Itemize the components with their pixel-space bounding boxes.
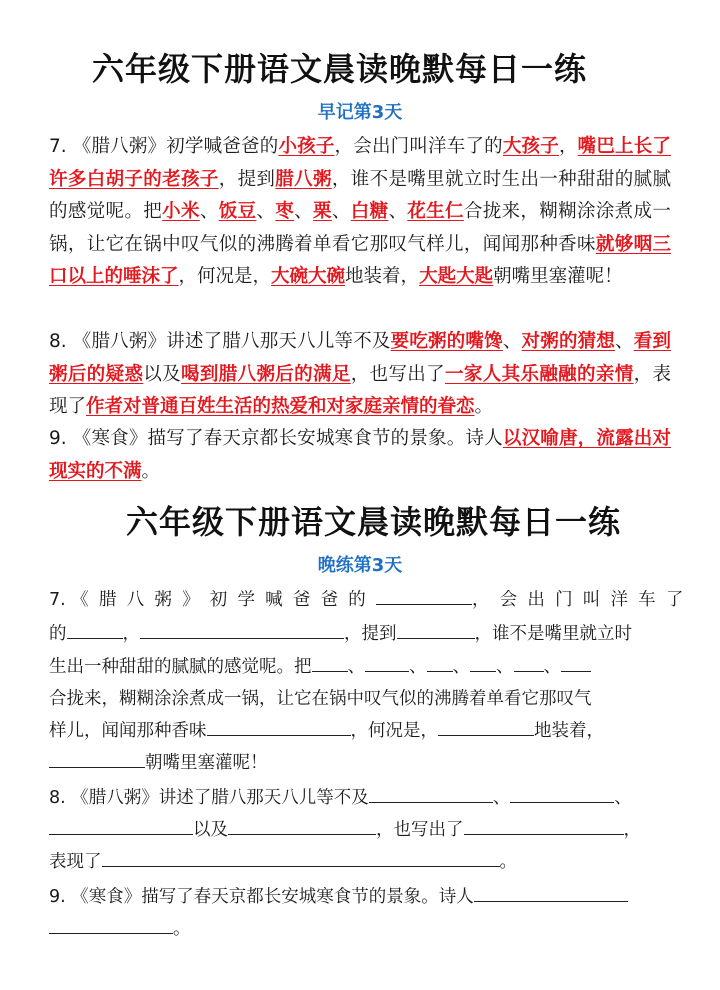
question-text: ，会出门叫洋车了: [471, 590, 694, 610]
evening-line-9: [49, 847, 517, 877]
separator: 、: [388, 201, 408, 222]
morning-subtitle: 早记第3天: [317, 102, 403, 123]
evening-line-11: [49, 914, 191, 944]
blank-field[interactable]: [67, 619, 123, 639]
evening-line-8: [49, 815, 641, 845]
answer-text: 大匙大匙: [419, 266, 494, 287]
question-text: 地装着，: [534, 721, 604, 741]
answer-text: 花生仁: [407, 201, 464, 222]
blank-field[interactable]: [510, 783, 614, 803]
blank-field[interactable]: [474, 882, 628, 902]
question-text: 以及: [193, 820, 228, 840]
blank-field[interactable]: [102, 847, 500, 867]
question-text: 。: [474, 396, 494, 417]
separator: 、: [331, 201, 351, 222]
question-text: ，何况是，: [178, 266, 272, 287]
question-text: ，会出门叫洋车了的: [334, 136, 503, 157]
answer-text: 小孩子: [278, 136, 335, 157]
evening-line-5: [49, 716, 604, 746]
answer-text: 以汉喻唐，流露出对现实的不满: [49, 428, 671, 482]
question-text: ，: [558, 136, 578, 157]
answer-text: 小米: [162, 201, 200, 222]
question-text: 《寒食》描写了春天京都长安城寒食节的景象。诗人: [71, 887, 474, 907]
answer-text: 大碗大碗: [271, 266, 346, 287]
question-text: 生出一种甜甜的腻腻的感觉呢。把: [49, 657, 312, 677]
blank-field[interactable]: [561, 652, 591, 672]
answer-text: 饭豆: [218, 201, 257, 222]
question-text: ，也写出了: [376, 820, 464, 840]
answer-text: 要吃粥的嘴馋: [390, 331, 503, 352]
evening-line-6: [49, 748, 268, 778]
separator: 、: [615, 331, 634, 352]
question-text: 合拢来，糊糊涂涂煮成一锅，让它在锅中叹气似的沸腾着单看它那叹气: [49, 689, 592, 709]
question-number: 9.: [49, 428, 67, 449]
blank-field[interactable]: [438, 716, 534, 736]
answer-text: 作者对普通百姓生活的热爱和对家庭亲情的眷恋: [86, 396, 475, 417]
answer-text: 腊八粥: [275, 168, 332, 190]
answer-text: 看到粥后的疑惑: [49, 331, 671, 385]
evening-line-4: [49, 684, 592, 714]
question-text: ，表现了: [49, 363, 671, 417]
question-text: ，谁不是嘴里就立时生出一种甜甜的腻腻的感觉呢。把: [49, 168, 671, 222]
separator: 、: [614, 788, 632, 808]
separator: 、: [502, 331, 522, 352]
separator: 、: [492, 788, 511, 808]
blank-field[interactable]: [427, 652, 453, 672]
separator: 、: [496, 657, 514, 677]
question-number: 7.: [49, 136, 67, 157]
question-text: 。: [173, 919, 191, 939]
answer-text: 栗: [313, 201, 332, 222]
answer-text: 对粥的猜想: [521, 331, 616, 352]
question-text: 《寒食》描写了春天京都长安城寒食节的景象。诗人: [72, 428, 503, 449]
blank-field[interactable]: [397, 619, 475, 639]
blank-field[interactable]: [49, 815, 193, 835]
question-text: 《腊八粥》初学喊爸爸的: [72, 136, 279, 157]
question-text: ，谁不是嘴里就立时: [474, 624, 632, 644]
blank-field[interactable]: [228, 815, 376, 835]
question-text: ，提到: [218, 168, 276, 190]
blank-field[interactable]: [312, 652, 348, 672]
evening-line-10: [49, 882, 628, 912]
separator: 、: [256, 201, 276, 222]
question-text: 《腊八粥》讲述了腊八那天八儿等不及: [72, 331, 391, 352]
blank-field[interactable]: [514, 652, 544, 672]
evening-line-7: [49, 783, 632, 813]
question-number: 8.: [49, 331, 67, 352]
blank-field[interactable]: [464, 815, 624, 835]
blank-field[interactable]: [369, 783, 493, 803]
evening-line-1: [49, 585, 694, 615]
evening-subtitle: 晚练第3天: [317, 555, 403, 576]
answer-text: 枣: [275, 201, 295, 222]
question-text: 地装着，: [345, 266, 420, 287]
answer-text: 大孩子: [502, 136, 559, 157]
question-text: 合拢来，糊糊涂涂煮成一锅，让它在锅中叹气似的沸腾着单看它那叹气样儿，闻闻那种香味: [49, 201, 671, 255]
separator: 、: [409, 657, 427, 677]
separator: 、: [452, 657, 470, 677]
question-text: 《腊八粥》初学喊爸爸的: [71, 590, 376, 610]
question-number: 9.: [49, 887, 66, 907]
question-text: 表现了: [49, 852, 102, 872]
question-number: 7.: [49, 590, 66, 610]
blank-field[interactable]: [49, 748, 145, 768]
page-title-evening: 六年级下册语文晨读晚默每日一练: [126, 503, 622, 541]
question-text: 《腊八粥》讲述了腊八那天八儿等不及: [71, 788, 369, 808]
separator: ，: [122, 624, 140, 644]
answer-text: 就够咽三口以上的唾沫了: [49, 233, 671, 287]
question-text: 样儿，闻闻那种香味: [49, 721, 207, 741]
question-text: ，也写出了: [350, 363, 446, 385]
separator: 、: [294, 201, 313, 222]
blank-field[interactable]: [376, 585, 472, 605]
separator: 、: [199, 201, 219, 222]
evening-line-3: [49, 652, 591, 682]
blank-field[interactable]: [140, 619, 344, 639]
blank-field[interactable]: [207, 716, 351, 736]
question-text: 朝嘴里塞灌呢！: [493, 266, 623, 287]
separator: 、: [347, 657, 365, 677]
answer-text: 嘴巴上长了许多白胡子的老孩子: [49, 136, 671, 190]
question-text: 的: [49, 624, 67, 644]
question-text: ，何况是，: [350, 721, 438, 741]
blank-field[interactable]: [470, 652, 496, 672]
question-text: 朝嘴里塞灌呢！: [145, 753, 268, 773]
question-number: 8.: [49, 788, 66, 808]
question-text: ，: [623, 820, 641, 840]
answer-text: 一家人其乐融融的亲情: [445, 363, 634, 385]
evening-line-2: [49, 619, 632, 649]
blank-field[interactable]: [365, 652, 409, 672]
separator: 、: [543, 657, 561, 677]
question-text: ，提到: [344, 624, 397, 644]
question-text: 。: [141, 460, 161, 482]
answer-text: 喝到腊八粥后的满足: [181, 363, 351, 385]
question-text: 以及: [143, 363, 182, 385]
answer-text: 白糖: [350, 201, 389, 222]
page-title-morning: 六年级下册语文晨读晚默每日一练: [92, 50, 588, 88]
blank-field[interactable]: [49, 914, 173, 934]
question-text: 。: [499, 852, 517, 872]
